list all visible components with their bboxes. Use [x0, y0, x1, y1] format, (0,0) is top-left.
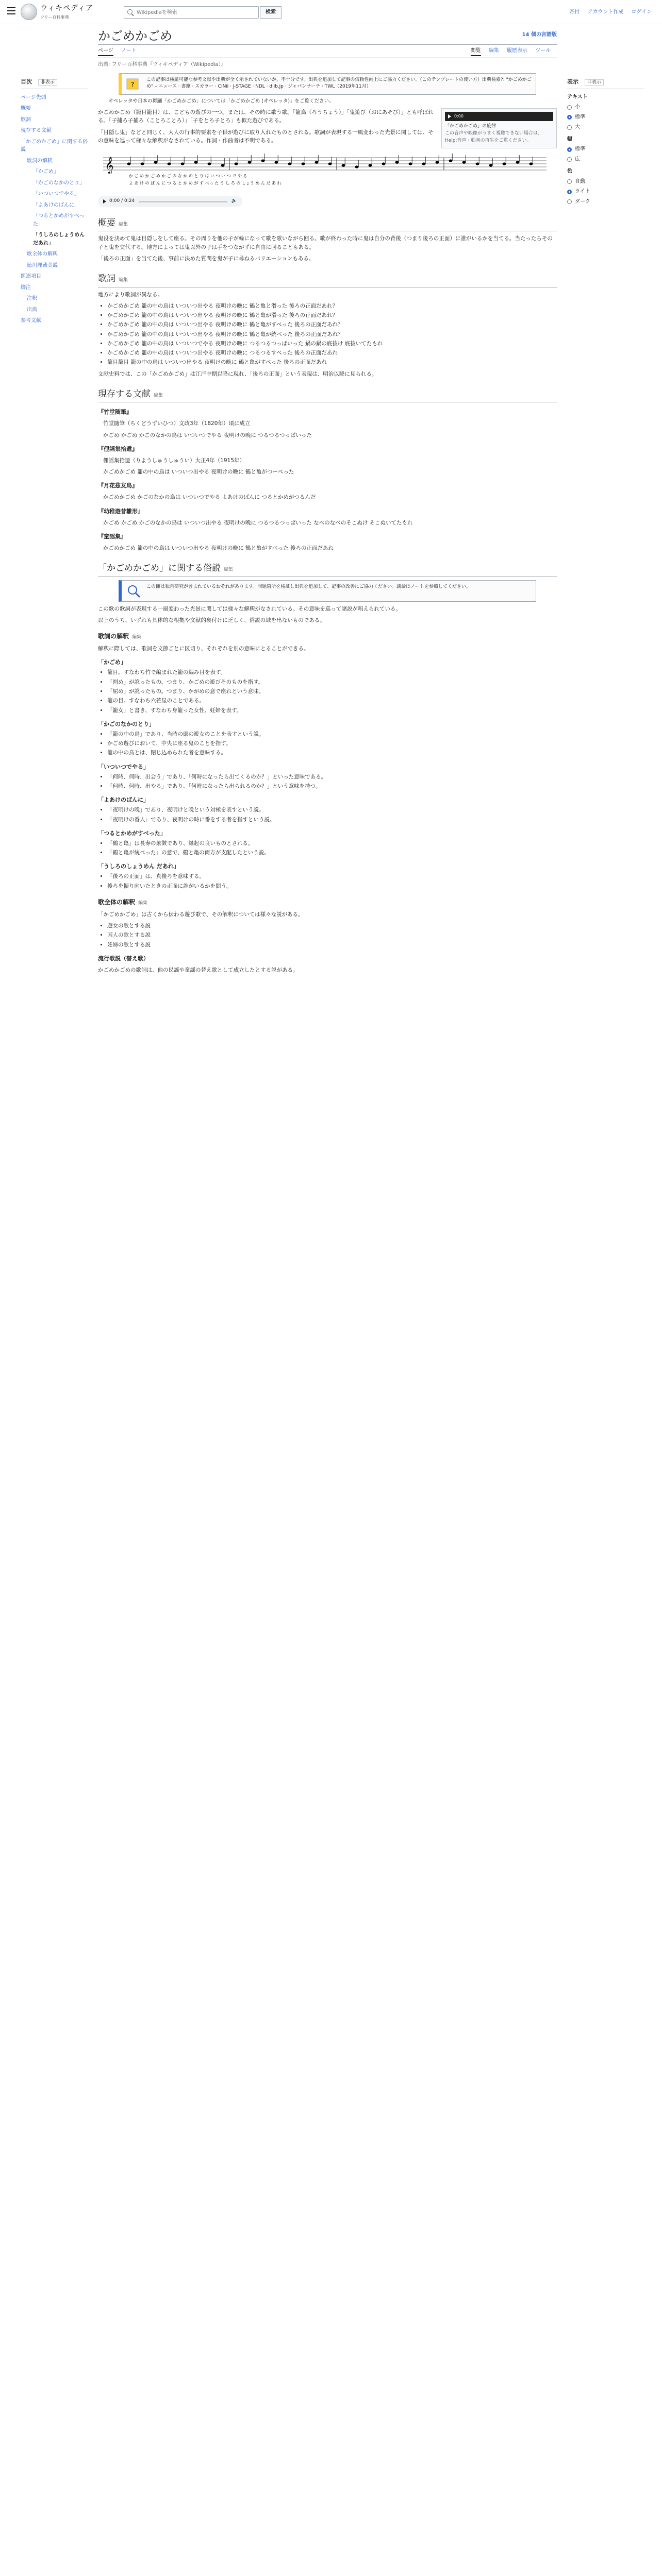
toc-item[interactable]: 概要 [21, 106, 31, 112]
radio-icon [567, 105, 572, 110]
score-note [449, 159, 453, 162]
radio-icon [567, 179, 572, 184]
toc-item[interactable]: 「かごのなかのとり」 [33, 180, 85, 186]
score-lyrics-bottom: よ あ け の ば ん に つ る と か め が す べっ た う し ろ の しょう め ん だ あ れ [129, 181, 282, 186]
whole-item: • 遊女の歌とする説 [107, 922, 557, 930]
section-documents-title: 現存する文献 編集 [98, 387, 557, 402]
section-interpretation-title: 歌詞の解釈 編集 [98, 633, 142, 640]
svg-text:?: ? [130, 80, 135, 88]
search-icon [127, 9, 133, 14]
toc-item[interactable]: 歌詞の解釈 [27, 158, 53, 164]
toc-title: 目次 [21, 78, 32, 85]
hamburger-menu-icon[interactable] [7, 7, 15, 15]
radio-light[interactable]: ライト [567, 188, 644, 196]
citation-notice-text: この記事は検証可能な参考文献や出典が全く示されていないか、不十分です。出典を追加して記事の信頼性向上にご協力ください。（このテンプレートの使い方）出典検索?: "かごめかごめ" – ニュース · 書籍 · スカラー · CiNii · J-STAGE · NDL · dlib.jp · ジャパンサーチ · TWL（2019年11月） [146, 77, 532, 90]
volume-icon[interactable]: 🔈 [231, 198, 237, 204]
whole-sub-p: かごめかごめの歌詞は、他の民謡や童謡の替え歌として成立したとする説がある。 [98, 967, 299, 973]
document-quote [98, 456, 557, 477]
edit-link[interactable]: 編集 [119, 222, 128, 228]
interpretation-subtitle: 「うしろのしょうめん だあれ」 [98, 863, 179, 870]
lyrics-item: • かごめかごめ 籠の中の鳥は いついつ出やる 夜明けの晩に 鶴と亀がすべった 後ろの正面だあれ？ [107, 320, 557, 329]
overview-p2: 「後ろの正面」を当てた後、事前に決めた質問を鬼が子に尋ねるバリエーションもある。 [98, 255, 315, 262]
radio-icon [567, 199, 572, 204]
toc-item[interactable]: 注釈 [27, 296, 37, 302]
score-note [261, 159, 265, 162]
interpretation-list [98, 872, 557, 890]
score-note [529, 162, 533, 165]
page-title: かごめかごめ [98, 29, 172, 43]
tab-tools[interactable]: ツール [535, 48, 551, 54]
document-line: 俚謡集拾遺（りようしゅうしゅうい）大正4年（1915年） [103, 457, 245, 464]
score-note [462, 161, 466, 163]
document-line: 竹堂随筆（ちくどうずいひつ）文政3年（1820年）頃に成立 [103, 420, 251, 427]
score-note [168, 162, 171, 165]
interpretation-list [98, 806, 557, 824]
toc-item[interactable]: ページ先頭 [21, 94, 46, 100]
score-note [302, 162, 305, 165]
lead-paragraph-1: かごめかごめ（籠目籠目）は、こどもの遊びの一つ。または、その時に歌う歌。「籠鳥（ろうちょう）」「鬼遊び（おにあそび）」とも呼ばれる。「子捕ろ子捕ろ（ことろことろ）」「子をとろ子とろ」も似た遊びである。 [98, 109, 434, 124]
interpretation-item: • 籠の目。すなわち六芒星のことである。 [107, 697, 557, 705]
document-title: 『俚謡集拾遺』 [98, 445, 138, 452]
audio-caption: 「かごめかごめ」の旋律 [445, 124, 496, 129]
whole-item: • 妊婦の歌とする説 [107, 941, 557, 949]
score-note [436, 161, 439, 163]
score-note [141, 162, 144, 165]
document-quote [98, 493, 557, 501]
interpretation-subtitle: 「いついつでやる」 [98, 763, 149, 770]
score-note [369, 164, 372, 166]
toc-item[interactable]: 歌全体の解釈 [27, 251, 58, 258]
score-note [395, 161, 399, 163]
donate-link[interactable]: 寄付 [569, 9, 580, 15]
search-box [124, 6, 259, 19]
interpretation-subtitle: 「かごのなかのとり」 [98, 720, 155, 727]
interpretation-subsections [98, 658, 557, 890]
score-note [516, 161, 520, 163]
from-line: 出典: フリー百科事典『ウィキペディア（Wikipedia）』 [98, 62, 226, 67]
hatnote: オペレッタや日本の舞踊「かごめかごめ」については「かごめかごめ (オペレッタ)」をご覧ください。 [108, 98, 334, 104]
tab-talk[interactable]: ノート [121, 48, 137, 54]
book-question-icon [126, 77, 142, 91]
score-note [221, 164, 225, 166]
edit-link[interactable]: 編集 [138, 900, 148, 906]
lyrics-item: • かごめかごめ 籠の中の鳥は いついつ出やる 夜明けの晩に 鶴と亀が滑った 後ろの正面だあれ？ [107, 311, 557, 319]
lyrics-item: • かごめかごめ 籠の中の鳥は いついつ出やる 夜明けの晩に 鶴と亀と滑った 後ろの正面だあれ？ [107, 302, 557, 310]
tab-history[interactable]: 履歴表示 [507, 48, 527, 54]
create-account-link[interactable]: アカウント作成 [587, 9, 624, 15]
appearance-panel [567, 77, 644, 208]
tab-page[interactable]: ページ [98, 48, 113, 56]
interpretation-list [98, 839, 557, 857]
score-note [382, 162, 386, 165]
toc-item[interactable]: 関連項目 [21, 274, 41, 280]
music-score-image [98, 152, 552, 189]
score-note [208, 162, 211, 165]
toc-item[interactable]: 参考文献 [21, 318, 41, 324]
score-note [409, 162, 412, 165]
search-button[interactable]: 検索 [260, 6, 282, 19]
wikipedia-globe-icon [21, 4, 37, 20]
text-size-group: テキスト [567, 94, 588, 100]
document-line: かごめ かごめ かごのなかの鳥は いついつ出やる 夜明けの晩に つるつるつっぱいった なべのなべのそこぬけ そこぬいてたもれ [103, 519, 413, 526]
media-player[interactable] [98, 196, 242, 207]
interpretation-item: • 「何時、何時、出やる」であり、「何時になったら出られるのか？」という意味を持つ。 [107, 782, 557, 790]
radio-standard[interactable]: 標準 [567, 113, 644, 122]
interpretation-item: • かごめ遊びにおいて、中央に座る鬼のことを指す。 [107, 739, 557, 748]
radio-width-wide[interactable]: 広 [567, 156, 644, 164]
interpretation-list [98, 668, 557, 714]
edit-link[interactable]: 編集 [154, 393, 163, 398]
interpretation-item: • 「屈め」が訛ったもの。つまり、かがめの意で座れという意味。 [107, 687, 557, 696]
player-play-icon[interactable] [103, 199, 106, 204]
radio-large[interactable]: 大 [567, 123, 644, 131]
site-header [0, 0, 662, 24]
toc-item[interactable]: 現存する文献 [21, 128, 52, 134]
lyrics-intro: 地方により歌詞が異なる。 [98, 291, 163, 298]
document-quote [98, 419, 557, 439]
legends-p1: この歌の歌詞が表現する一風変わった光景に関しては様々な解釈がなされている。その意味を巡って諸説が唱えられている。 [98, 605, 401, 612]
section-overview-title: 概要 編集 [98, 216, 557, 231]
document-quote [98, 544, 557, 552]
edit-link[interactable]: 編集 [132, 635, 142, 640]
interpretation-item: • 籠目。すなわち竹で編まれた籠の編み目を表す。 [107, 668, 557, 676]
toc-list [21, 92, 88, 327]
lyrics-item: • 籠目籠目 籠の中の鳥は いついつ出やる 夜明けの晩に 鶴と亀がすべった 後ろの正面だあれ [107, 358, 557, 366]
player-progress-bar[interactable] [139, 201, 227, 202]
score-lyrics-top: か ご め か ご め か ご の な か の と り は い つ い つ で や る [129, 174, 247, 179]
interpretation-item: • 「囲め」が訛ったもの。つまり、かごめの遊びそのものを指す。 [107, 678, 557, 686]
edit-link[interactable]: 編集 [119, 278, 128, 283]
magnifier-icon [126, 584, 142, 598]
interpretation-item: • 「後ろの正面」は、真後ろを意味する。 [107, 872, 557, 880]
whole-sub-title: 流行歌説（替え歌） [98, 955, 149, 962]
score-note [476, 162, 479, 165]
interpretation-list [98, 730, 557, 757]
interpretation-intro: 解釈に際しては、歌詞を文節ごとに区切り、それぞれを別の意味にとることができる。 [98, 646, 309, 652]
interpretation-item: • 「夜明けの晩」であり、夜明けと晩という対極を表すという説。 [107, 806, 557, 814]
svg-text:𝄞: 𝄞 [105, 157, 114, 174]
radio-small[interactable]: 小 [567, 103, 644, 111]
score-note [328, 162, 332, 165]
edit-link[interactable]: 編集 [224, 567, 234, 573]
toc-item[interactable]: 「よあけのばんに」 [33, 202, 79, 208]
main-content [98, 24, 557, 977]
width-group: 幅 [567, 136, 572, 142]
color-group: 色 [567, 168, 572, 175]
document-line: かごめかごめ 籠の中の鳥は いついつ出やる 夜明けの晩に 鶴と亀がつーべった [103, 469, 294, 476]
radio-icon [567, 190, 572, 194]
site-title: ウィキペディア [40, 4, 94, 12]
whole-list [98, 922, 557, 949]
interpretation-item: • 「鶴と亀」は長寿の象徴であり、縁起の良いものとされる。 [107, 839, 557, 848]
interpretation-item: • 「鶴と亀が統べった」の意で、鶴と亀の両方が支配したという説。 [107, 849, 557, 857]
appearance-header: 表示 非表示 [567, 77, 644, 89]
document-line: かごめ かごめ かごのなかの鳥は いついつでやる 夜明けの晩に つるつるつっぱいった [103, 432, 312, 438]
document-title: 『月花茲友鳥』 [98, 482, 138, 489]
site-logo[interactable] [21, 3, 93, 21]
toc-item[interactable]: 脚注 [21, 284, 31, 291]
interpretation-subtitle: 「よあけのばんに」 [98, 796, 149, 804]
toc-item[interactable]: 徳川埋蔵金説 [27, 262, 58, 268]
interpretation-subtitle: 「かごめ」 [98, 659, 126, 666]
interpretation-item: • 後ろを振り向いたときの正面に誰がいるかを問う。 [107, 882, 557, 890]
document-line: かごめかごめ 籠の中の鳥は いついつ出やる 夜明けの晩に 鶴と亀がすべった 後ろの正面だあれ [103, 545, 334, 552]
score-note [288, 162, 292, 165]
lyrics-item: • かごめかごめ 籠の中の鳥は いついつ出やる 夜明けの晩に つるつるすべった 後ろの正面だあれ [107, 349, 557, 357]
section-legends-title: 「かごめかごめ」に関する俗説 編集 [98, 562, 557, 577]
login-link[interactable]: ログイン [631, 9, 652, 15]
score-note [422, 162, 426, 165]
score-note [154, 161, 158, 163]
play-icon[interactable] [448, 114, 451, 118]
lyrics-list [98, 302, 557, 367]
toc-hide-button[interactable]: 非表示 [38, 79, 57, 86]
score-note [503, 162, 506, 165]
toc-item[interactable]: 歌詞 [21, 116, 31, 123]
player-time: 0:00 / 0:24 [109, 198, 135, 204]
radio-icon [567, 125, 572, 130]
audio-box [441, 108, 557, 148]
score-note [248, 161, 252, 163]
interpretation-item: • 「籠女」と書き、すなわち身籠った女性、妊婦を表す。 [107, 706, 557, 715]
document-groups [98, 408, 557, 552]
document-title: 『竹堂随筆』 [98, 409, 132, 416]
interpretation-list [98, 773, 557, 791]
radio-icon [567, 115, 572, 120]
interpretation-item: • 「籠の中の鳥」であり、当時の廓の遊女のことを表すという説。 [107, 730, 557, 738]
appearance-hide-button[interactable]: 非表示 [585, 79, 604, 86]
table-of-contents [21, 77, 88, 327]
lyrics-item: • かごめかごめ 籠の中の鳥は いついつでやる 夜明けの晩に つるつるつっぱいった 鍋の鍋の底抜け 底抜いてたもれ [107, 340, 557, 348]
audio-help: この音声や映像がうまく視聴できない場合は、Help:音声・動画の再生をご覧ください。 [445, 131, 543, 144]
radio-auto[interactable]: 自動 [567, 178, 644, 186]
score-note [315, 161, 319, 163]
whole-item: • 囚人の歌とする説 [107, 931, 557, 939]
radio-icon [567, 147, 572, 152]
score-note [275, 161, 278, 163]
toc-item[interactable]: 「かごめかごめ」に関する俗説 [21, 139, 88, 153]
toc-item[interactable]: 「つるとかめがすべった」 [33, 213, 85, 227]
search-input[interactable] [136, 7, 251, 18]
section-lyrics-title: 歌詞 編集 [98, 272, 557, 287]
citation-notice [119, 73, 536, 95]
radio-width-standard[interactable]: 標準 [567, 145, 644, 154]
interpretation-item: • 籠の中の鳥とは、閉じ込められた者を意味する。 [107, 749, 557, 757]
toc-item[interactable]: 出典 [27, 307, 37, 313]
lead-paragraph-2: 「目隠し鬼」などと同じく、大人の行事的要素を子供が遊びに取り入れたものとされる。歌詞が表現する一風変わった光景に関しては、その意味を巡って様々な解釈がなされている。作詞・作曲者は不明である。 [98, 129, 434, 144]
section-whole-title: 歌全体の解釈 編集 [98, 898, 148, 906]
toc-item[interactable]: 「うしろのしょうめん だあれ」 [33, 232, 85, 246]
radio-icon [567, 157, 572, 162]
toc-item[interactable]: 「かごめ」 [33, 169, 59, 175]
score-note [127, 162, 131, 165]
audio-time: 0:00 [454, 114, 464, 119]
lyrics-note: 文献史料では、この「かごめかごめ」は江戸中期以降に現れ、「後ろの正面」という表現は、明治以降に見られる。 [98, 370, 377, 377]
score-note [489, 164, 493, 166]
interpretation-subtitle: 「つるとかめがすべった」 [98, 829, 166, 837]
overview-p1: 鬼役を決めて鬼は目隠しをして座る。その周りを他の子が輪になって歌を歌いながら回る。歌が終わった時に鬼は自分の背後（つまり後ろの正面）に誰がいるかを当てる。当たったらその子と鬼を交代する。地方によっては鬼以外の子は手をつながずに自由に回ることもある。 [98, 235, 553, 250]
document-title: 『幼稚遊昔雛形』 [98, 507, 143, 515]
whole-p1: 「かごめかごめ」は古くから伝わる遊び歌で、その解釈については様々な説がある。 [98, 911, 304, 918]
user-links [563, 8, 652, 16]
interpretation-item: • 「何時、何時、出会う」であり、「何時になったら出てくるのか？」といった意味である。 [107, 773, 557, 781]
lyrics-item: • かごめかごめ 籠の中の鳥は いついつ出やる 夜明けの晩に 鶴と亀が統べった 後ろの正面だあれ？ [107, 330, 557, 338]
toc-item[interactable]: 「いついつでやる」 [33, 191, 79, 197]
tab-edit[interactable]: 編集 [488, 48, 499, 54]
score-note [235, 162, 238, 165]
legends-p2: 以上のうち、いずれも具体的な根拠や文献的裏付けに乏しく、俗説の域を出ないものである。 [98, 617, 325, 623]
document-title: 『童謡集』 [98, 533, 126, 540]
toc-header [21, 77, 88, 89]
music-score [98, 152, 557, 190]
title-row [98, 24, 557, 45]
audio-player[interactable] [445, 112, 553, 121]
radio-dark[interactable]: ダーク [567, 198, 644, 206]
tab-read[interactable]: 閲覧 [471, 48, 481, 56]
site-subtitle: フリー百科事典 [40, 14, 69, 20]
document-line: かごめかごめ かごのなかの鳥は いついつでやる よあけのばんに つるとかめがつるんだ [103, 494, 316, 501]
original-research-text: この節は独自研究が含まれているおそれがあります。問題箇所を検証し出典を追加して、記事の改善にご協力ください。議論はノートを参照してください。 [146, 584, 471, 589]
document-quote [98, 519, 557, 527]
original-research-notice [119, 580, 536, 602]
language-button[interactable]: 14 個の言語版 [522, 32, 557, 38]
score-note [181, 162, 185, 165]
page-tabs [98, 45, 557, 58]
interpretation-item: • 「夜明けの番人」であり、夜明けの時に番をする者を指すという説。 [107, 816, 557, 824]
score-note [194, 161, 198, 163]
score-note [342, 164, 345, 166]
score-note [355, 165, 359, 168]
